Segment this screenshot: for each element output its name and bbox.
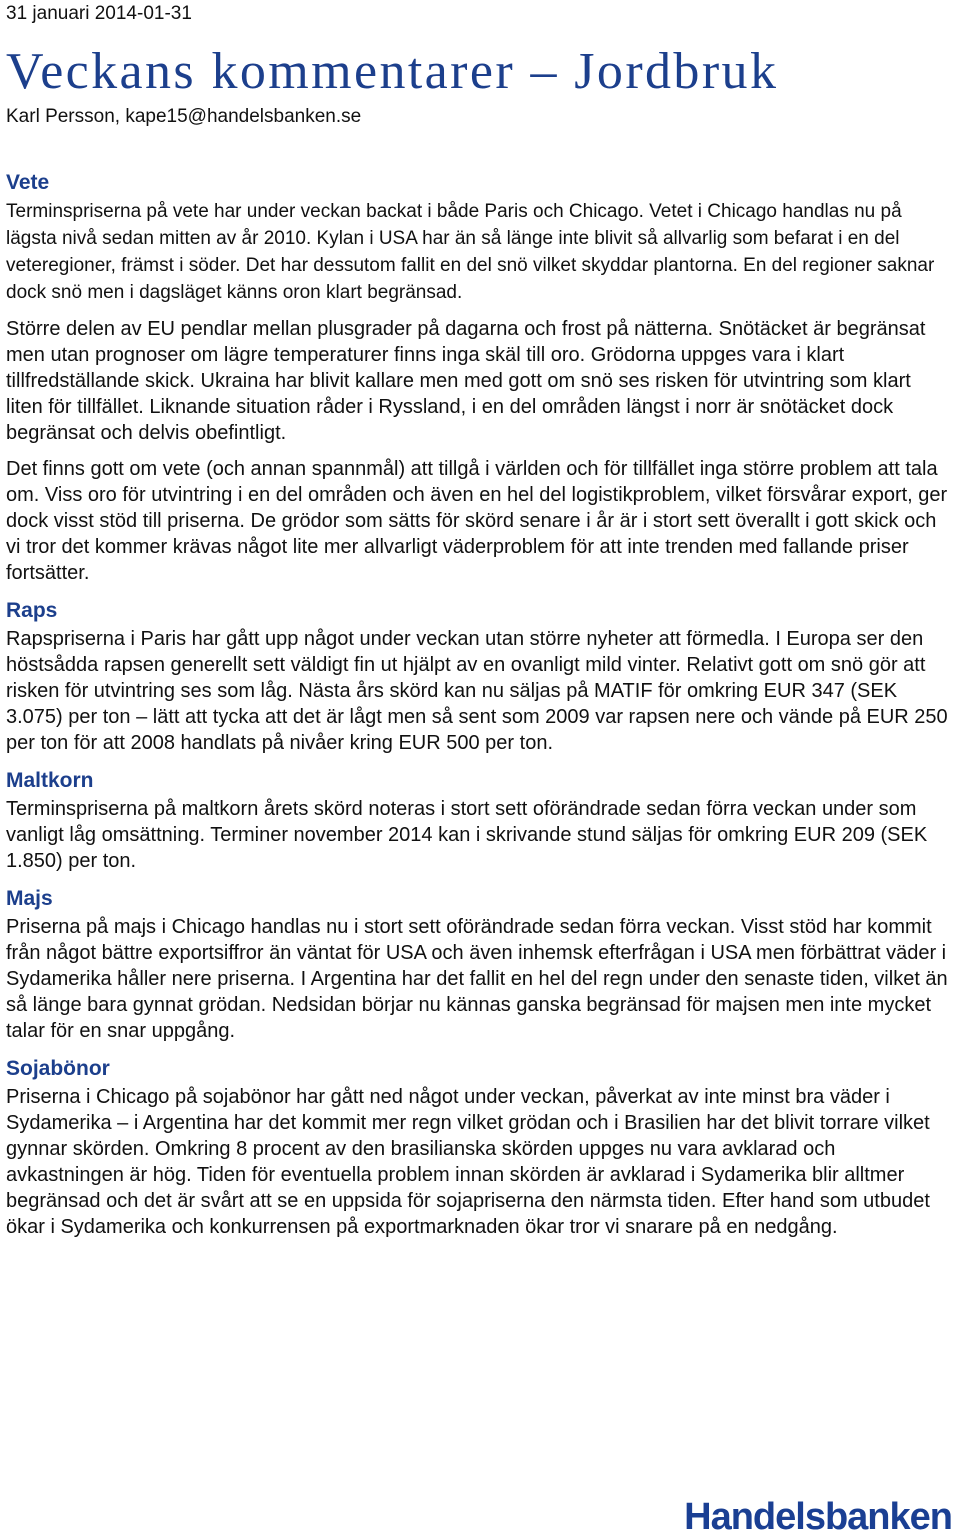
section-heading: Majs bbox=[6, 887, 53, 910]
section-majs bbox=[6, 884, 950, 1044]
section-maltkorn bbox=[6, 766, 950, 874]
handelsbanken-logo: Handelsbanken bbox=[684, 1496, 952, 1538]
paragraph: Terminspriserna på maltkorn årets skörd noteras i stort sett oförändrade sedan förra veckan under som vanligt låg omsättning. Terminer november 2014 kan i skrivande stund säljas för omkring EUR 209 (SEK 1.850) per ton. bbox=[6, 798, 928, 872]
paragraph: Terminspriserna på vete har under veckan backat i både Paris och Chicago. Vetet i Chicago handlas nu på lägsta nivå sedan mitten av år 2010. Kylan i USA har än så länge inte blivit så allvarlig som befarat i en del veteregioner, främst i söder. Det har dessutom fallit en del snö vilket skyddar plantorna. En del regioner saknar dock snö men i dagsläget känns oron klart begränsad. bbox=[6, 201, 935, 303]
paragraph: Rapspriserna i Paris har gått upp något under veckan utan större nyheter att förmedla. I Europa ser den höstsådda rapsen generellt sett väldigt fin ut hjälpt av en ovanligt mild vinter. Relativt gott om snö gör att risken för utvintring ses som låg. Nästa års skörd kan nu säljas på MATIF för omkring EUR 347 (SEK 3.075) per ton – lätt att tycka att det är lågt men så sent som 2009 var rapsen nere och vände på EUR 250 per ton för att 2008 handlats på nivåer kring EUR 500 per ton. bbox=[6, 628, 948, 754]
paragraph: Större delen av EU pendlar mellan plusgrader på dagarna och frost på nätterna. Snötäcket är begränsat men utan prognoser om lägre temperaturer finns inga skäl till oro. Grödorna uppges vara i klart tillfredställande skick. Ukraina har blivit kallare men med gott om snö ses risken för utvintring som klart liten för tillfället. Liknande situation råder i Ryssland, i en del områden längst i norr är snötäcket dock begränsat och delvis obefintligt. bbox=[6, 318, 926, 444]
section-vete bbox=[6, 168, 950, 586]
paragraph: Det finns gott om vete (och annan spannmål) att tillgå i världen och för tillfället inga större problem att tala om. Viss oro för utvintring i en del områden och även en hel del logistikproblem, vilket försvårar export, ger dock visst stöd till priserna. De grödor som sätts för skörd senare i år är i stort sett överallt i gott skick och vi tror det kommer krävas något lite mer allvarligt väderproblem för att inte trenden med fallande priser fortsätter. bbox=[6, 458, 948, 584]
section-heading: Maltkorn bbox=[6, 769, 94, 792]
author-line: Karl Persson, kape15@handelsbanken.se bbox=[6, 106, 362, 127]
date-line: 31 januari 2014-01-31 bbox=[6, 3, 192, 24]
section-sojabonor bbox=[6, 1054, 950, 1240]
article-body bbox=[6, 168, 950, 1240]
section-raps bbox=[6, 596, 950, 756]
section-heading: Sojabönor bbox=[6, 1057, 110, 1080]
section-heading: Raps bbox=[6, 599, 58, 622]
section-heading: Vete bbox=[6, 171, 50, 194]
page-title: Veckans kommentarer – Jordbruk bbox=[6, 43, 779, 100]
paragraph: Priserna i Chicago på sojabönor har gått ned något under veckan, påverkat av inte minst bra väder i Sydamerika – i Argentina har det kommit mer regn vilket grödan och i Brasilien har det blivit torrare vilket gynnar skörden. Omkring 8 procent av den brasilianska skörden uppges nu vara avklarad och avkastningen är hög. Tiden för eventuella problem innan skörden är avklarad i Sydamerika blir alltmer begränsad och det är svårt att se en uppsida för sojapriserna den närmsta tiden. Efter hand som utbudet ökar i Sydamerika och konkurrensen på exportmarknaden ökar tror vi snarare på en nedgång. bbox=[6, 1086, 930, 1238]
paragraph: Priserna på majs i Chicago handlas nu i stort sett oförändrade sedan förra veckan. Visst stöd har kommit från något bättre exportsiffror än väntat för USA och även inhemsk efterfrågan i USA men förbättrat väder i Sydamerika håller nere priserna. I Argentina har det fallit en hel del regn under den senaste tiden, vilket än så länge bara gynnat grödan. Nedsidan börjar nu kännas ganska begränsad för majsen men inte mycket talar för en snar uppgång. bbox=[6, 916, 948, 1042]
